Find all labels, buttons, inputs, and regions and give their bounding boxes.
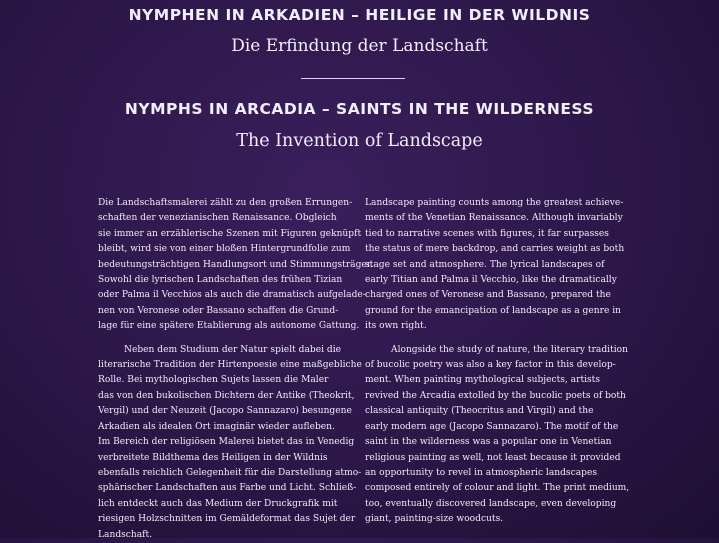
german-paragraph-2: [98, 343, 360, 543]
text-line: nen von Veronese oder Bassano schaffen die Grund-: [98, 305, 339, 316]
text-line: bleibt, wird sie von einer bloßen Hintergrundfolie zum: [98, 244, 351, 255]
english-paragraph-1: [365, 196, 631, 335]
text-line: ment. When painting mythological subjects, artists: [365, 375, 601, 386]
text-line: schaften der venezianischen Renaissance. Obgleich: [98, 213, 337, 224]
text-line: lich entdeckt auch das Medium der Druckgrafik mit: [98, 498, 338, 509]
text-line: Sowohl die lyrischen Landschaften des frühen Tizian: [98, 275, 343, 286]
title-german: NYMPHEN IN ARKADIEN – HEILIGE IN DER WILDNIS: [128, 6, 591, 24]
text-line: giant, painting-size woodcuts.: [365, 514, 504, 525]
english-paragraph-2: [365, 343, 631, 528]
text-line: early modern age (Jacopo Sannazaro). The motif of the: [365, 421, 619, 432]
subtitle-german: Die Erfindung der Landschaft: [231, 36, 488, 56]
german-paragraph-1: [98, 196, 374, 335]
text-line: stage set and atmosphere. The lyrical landscapes of: [365, 259, 605, 270]
text-line: tied to narrative scenes with figures, it far surpasses: [365, 228, 609, 239]
text-line: saint in the wilderness was a popular one in Venetian: [365, 437, 612, 448]
text-line: Rolle. Bei mythologischen Sujets lassen die Maler: [98, 375, 329, 386]
text-line: lage für eine spätere Etablierung als autonome Gattung.: [98, 321, 360, 332]
english-text-column: [365, 196, 631, 528]
text-line: Neben dem Studium der Natur spielt dabei die: [124, 344, 342, 355]
text-line: sie immer an erzählerische Szenen mit Figuren geknüpft: [98, 228, 362, 239]
text-line: Im Bereich der religiösen Malerei bietet das in Venedig: [98, 437, 355, 448]
subtitle-english: The Invention of Landscape: [236, 131, 483, 151]
text-line: the status of mere backdrop, and carries weight as both: [365, 244, 625, 255]
text-line: verbreitete Bildthema des Heiligen in der Wildnis: [98, 452, 328, 463]
text-line: oder Palma il Vecchios als auch die dramatisch aufgelade-: [98, 290, 366, 301]
text-line: sphärischer Landschaften aus Farbe und Licht. Schließ-: [98, 483, 357, 494]
text-line: literarische Tradition der Hirtenpoesie eine maßgebliche: [98, 360, 362, 371]
text-line: Die Landschaftsmalerei zählt zu den großen Errungen-: [98, 198, 353, 208]
text-line: Alongside the study of nature, the literary tradition: [391, 344, 628, 355]
text-line: of bucolic poetry was also a key factor in this develop-: [365, 360, 616, 371]
text-line: revived the Arcadia extolled by the bucolic poets of both: [365, 390, 626, 401]
text-line: too, eventually discovered landscape, even developing: [365, 498, 617, 509]
text-line: early Titian and Palma il Vecchio, like the dramatically: [365, 275, 617, 286]
text-line: riesigen Holzschnitten im Gemäldeformat das Sujet der: [98, 514, 356, 525]
text-line: bedeutungsträchtigen Handlungsort und Stimmungsträger.: [98, 259, 374, 270]
text-line: das von den bukolischen Dichtern der Antike (Theokrit,: [98, 390, 355, 401]
text-line: ebenfalls reichlich Gelegenheit für die Darstellung atmo-: [98, 467, 362, 478]
text-line: its own right.: [365, 321, 427, 332]
text-line: religious painting as well, not least because it provided: [365, 452, 621, 463]
german-text-column: [98, 196, 374, 543]
divider-line: [301, 78, 405, 79]
text-line: Landschaft.: [98, 529, 153, 540]
text-line: charged ones of Veronese and Bassano, prepared the: [365, 290, 611, 301]
text-line: an opportunity to revel in atmospheric landscapes: [365, 467, 597, 478]
text-line: ground for the emancipation of landscape as a genre in: [365, 305, 621, 316]
text-line: Arkadien als idealen Ort imaginär wieder aufleben.: [98, 421, 335, 432]
text-line: ments of the Venetian Renaissance. Although invariably: [365, 213, 623, 224]
text-line: Vergil) und der Neuzeit (Jacopo Sannazaro) besungene: [98, 406, 352, 417]
title-english: NYMPHS IN ARCADIA – SAINTS IN THE WILDERNESS: [124, 100, 595, 118]
text-line: classical antiquity (Theocritus and Virgil) and the: [365, 406, 594, 417]
text-line: composed entirely of colour and light. The print medium,: [365, 483, 630, 494]
text-line: Landscape painting counts among the greatest achieve-: [365, 198, 624, 208]
